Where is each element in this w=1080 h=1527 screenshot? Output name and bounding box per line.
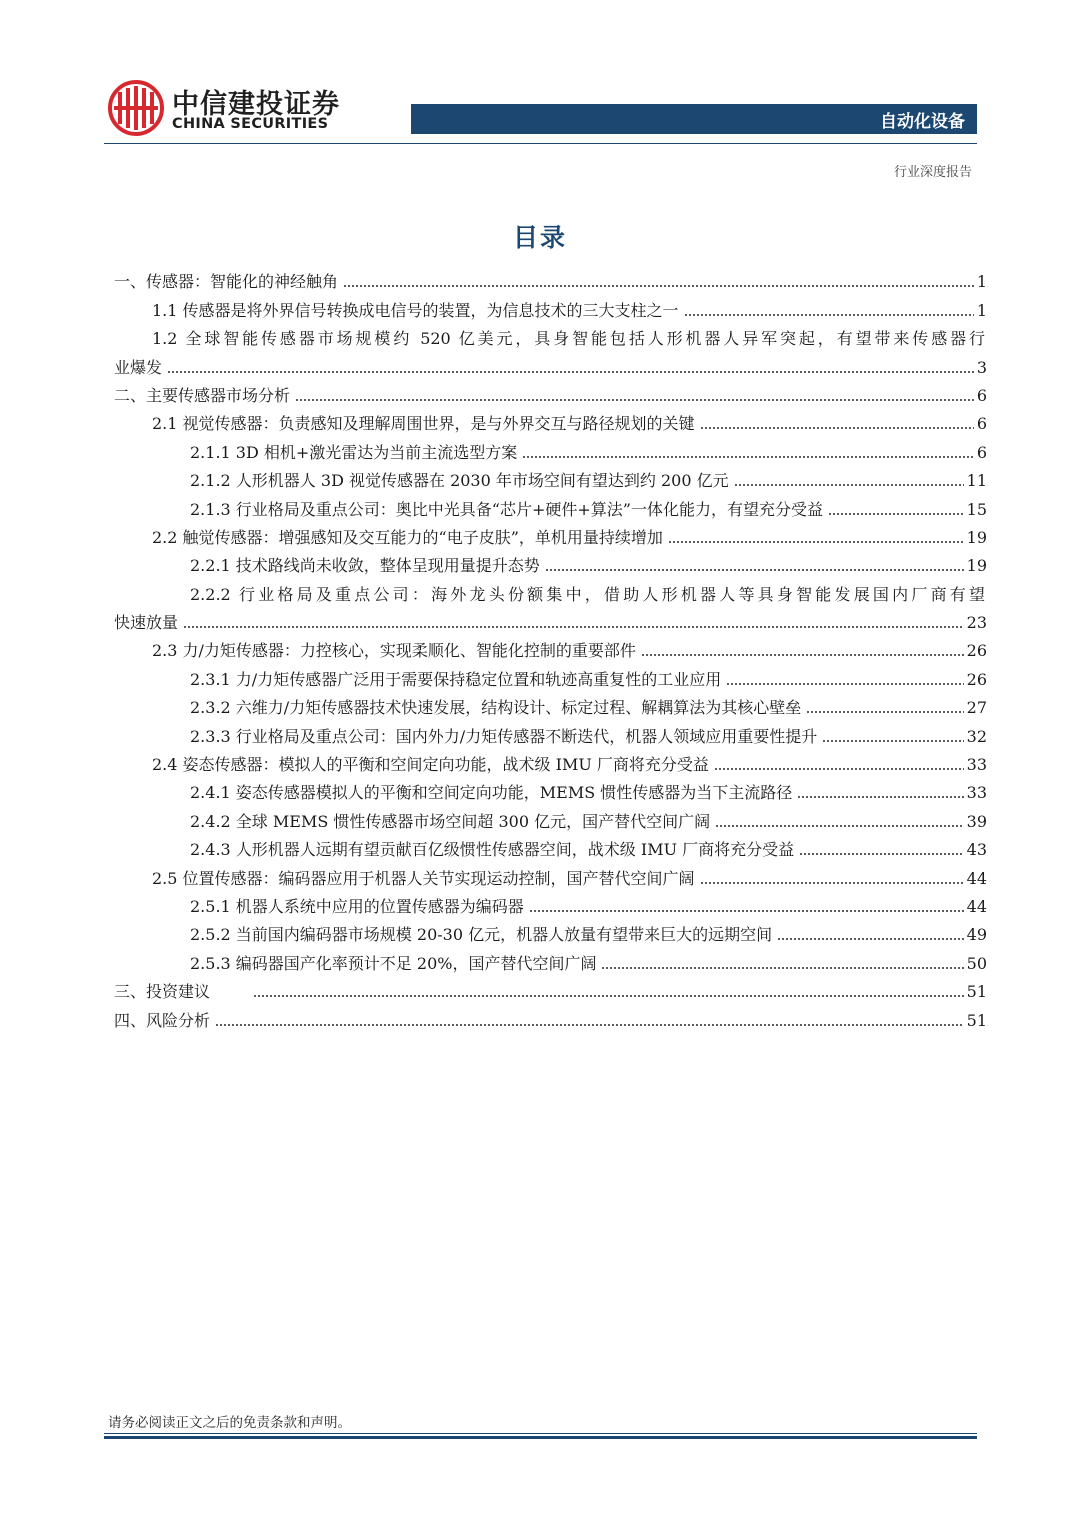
toc-entry[interactable] bbox=[114, 803, 987, 831]
toc-entry[interactable] bbox=[114, 321, 987, 349]
toc-leader-dots bbox=[343, 275, 974, 288]
toc-entry[interactable] bbox=[114, 548, 987, 576]
toc-entry-text: 2.3 力/力矩传感器：力控核心，实现柔顺化、智能化控制的重要部件 bbox=[152, 641, 636, 661]
toc-leader-dots bbox=[726, 673, 963, 686]
toc-leader-dots bbox=[545, 559, 964, 572]
toc-entry[interactable] bbox=[114, 406, 987, 434]
toc-leader-dots bbox=[253, 985, 964, 998]
toc-page-number: 33 bbox=[966, 755, 987, 775]
toc-entry[interactable] bbox=[114, 292, 987, 320]
toc-entry[interactable] bbox=[114, 690, 987, 718]
toc-entry[interactable] bbox=[114, 576, 987, 604]
table-of-contents bbox=[114, 264, 987, 1031]
toc-page-number: 3 bbox=[976, 357, 987, 377]
sector-label: 自动化设备 bbox=[880, 112, 965, 132]
toc-entry-text-continuation: 快速放量 bbox=[114, 613, 179, 633]
toc-entry-continuation[interactable] bbox=[114, 349, 987, 377]
toc-entry-text: 一、传感器：智能化的神经触角 bbox=[114, 272, 339, 292]
toc-entry-text: 2.5.2 当前国内编码器市场规模 20-30 亿元，机器人放量有望带来巨大的远期空间 bbox=[190, 925, 773, 945]
toc-entry[interactable] bbox=[114, 889, 987, 917]
toc-entry-text: 2.2.1 技术路线尚未收敛，整体呈现用量提升态势 bbox=[190, 556, 540, 576]
toc-entry-text: 1.1 传感器是将外界信号转换成电信号的装置，为信息技术的三大支柱之一 bbox=[152, 300, 679, 320]
toc-leader-dots bbox=[828, 503, 964, 516]
toc-entry[interactable] bbox=[114, 264, 987, 292]
toc-entry[interactable] bbox=[114, 775, 987, 803]
toc-page-number: 11 bbox=[966, 471, 987, 491]
toc-entry-continuation[interactable] bbox=[114, 605, 987, 633]
toc-leader-dots bbox=[641, 644, 964, 657]
toc-leader-dots bbox=[295, 389, 974, 402]
toc-page-number: 1 bbox=[976, 300, 987, 320]
report-type: 行业深度报告 bbox=[893, 165, 972, 180]
toc-entry[interactable] bbox=[114, 718, 987, 746]
toc-entry-text: 2.4 姿态传感器：模拟人的平衡和空间定向功能，战术级 IMU 厂商将充分受益 bbox=[152, 755, 709, 775]
toc-leader-dots bbox=[799, 843, 963, 856]
toc-leader-dots bbox=[777, 928, 964, 941]
toc-entry[interactable] bbox=[114, 463, 987, 491]
toc-entry-text: 四、风险分析 bbox=[114, 1010, 211, 1030]
toc-page-number: 39 bbox=[966, 811, 987, 831]
toc-leader-dots bbox=[601, 957, 963, 970]
toc-entry-text: 2.1.2 人形机器人 3D 视觉传感器在 2030 年市场空间有望达到约 200 亿元 bbox=[190, 471, 729, 491]
toc-entry-text: 三、投资建议 bbox=[114, 982, 211, 1002]
toc-entry-text: 2.5.1 机器人系统中应用的位置传感器为编码器 bbox=[190, 896, 524, 916]
toc-leader-dots bbox=[684, 304, 974, 317]
toc-entry-text: 2.3.2 六维力/力矩传感器技术快速发展，结构设计、标定过程、解耦算法为其核心壁垒 bbox=[190, 698, 802, 718]
toc-entry[interactable] bbox=[114, 860, 987, 888]
toc-page-number: 26 bbox=[966, 669, 987, 689]
toc-leader-dots bbox=[700, 872, 964, 885]
toc-leader-dots bbox=[215, 1014, 964, 1027]
toc-page-number: 32 bbox=[966, 726, 987, 746]
toc-page-number: 19 bbox=[966, 527, 987, 547]
toc-page-number: 6 bbox=[976, 442, 987, 462]
toc-entry-text: 2.4.3 人形机器人远期有望贡献百亿级惯性传感器空间，战术级 IMU 厂商将充分受益 bbox=[190, 840, 795, 860]
toc-leader-dots bbox=[806, 701, 963, 714]
toc-page-number: 15 bbox=[966, 499, 987, 519]
toc-entry[interactable] bbox=[114, 491, 987, 519]
footer-divider-thick bbox=[104, 1436, 977, 1439]
logo-english-name: CHINA SECURITIES bbox=[172, 116, 329, 132]
toc-entry-text: 2.1.1 3D 相机+激光雷达为当前主流选型方案 bbox=[190, 442, 518, 462]
toc-entry-text: 2.5 位置传感器：编码器应用于机器人关节实现运动控制，国产替代空间广阔 bbox=[152, 868, 695, 888]
toc-leader-dots bbox=[822, 730, 963, 743]
toc-page-number: 6 bbox=[976, 385, 987, 405]
toc-entry[interactable] bbox=[114, 378, 987, 406]
toc-leader-dots bbox=[183, 616, 964, 629]
toc-page-number: 26 bbox=[966, 641, 987, 661]
toc-page-number: 1 bbox=[976, 272, 987, 292]
toc-page-number: 27 bbox=[966, 698, 987, 718]
toc-entry[interactable] bbox=[114, 661, 987, 689]
toc-page-number: 50 bbox=[966, 953, 987, 973]
header-divider bbox=[104, 143, 977, 144]
logo-chinese-name: 中信建投证券 bbox=[172, 89, 340, 120]
toc-entry-text: 2.3.1 力/力矩传感器广泛用于需要保持稳定位置和轨迹高重复性的工业应用 bbox=[190, 669, 722, 689]
toc-leader-dots bbox=[167, 361, 974, 374]
toc-leader-dots bbox=[734, 474, 964, 487]
toc-entry[interactable] bbox=[114, 1002, 987, 1030]
toc-entry[interactable] bbox=[114, 633, 987, 661]
toc-entry[interactable] bbox=[114, 945, 987, 973]
toc-page-number: 44 bbox=[966, 868, 987, 888]
toc-entry-text: 二、主要传感器市场分析 bbox=[114, 385, 291, 405]
toc-page-number: 19 bbox=[966, 556, 987, 576]
toc-page-number: 43 bbox=[966, 840, 987, 860]
toc-leader-dots bbox=[797, 786, 963, 799]
toc-page-number: 6 bbox=[976, 414, 987, 434]
toc-leader-dots bbox=[714, 758, 964, 771]
toc-page-number: 44 bbox=[966, 896, 987, 916]
toc-entry-text-continuation: 业爆发 bbox=[114, 357, 163, 377]
toc-page-number: 49 bbox=[966, 925, 987, 945]
company-logo bbox=[108, 80, 348, 140]
toc-entry[interactable] bbox=[114, 974, 987, 1002]
toc-leader-dots bbox=[529, 900, 964, 913]
sector-banner bbox=[411, 104, 977, 134]
toc-entry[interactable] bbox=[114, 832, 987, 860]
toc-page-number: 23 bbox=[966, 613, 987, 633]
toc-leader-dots bbox=[715, 815, 964, 828]
toc-entry-text: 2.5.3 编码器国产化率预计不足 20%，国产替代空间广阔 bbox=[190, 953, 597, 973]
toc-entry[interactable] bbox=[114, 917, 987, 945]
toc-entry-text: 2.2.2 行业格局及重点公司：海外龙头份额集中，借助人形机器人等具身智能发展国内厂商有望 bbox=[190, 584, 985, 604]
toc-entry-text: 2.3.3 行业格局及重点公司：国内外力/力矩传感器不断迭代，机器人领域应用重要性提升 bbox=[190, 726, 818, 746]
toc-leader-dots bbox=[668, 531, 964, 544]
footer-divider bbox=[104, 1433, 977, 1434]
toc-entry-text: 2.4.1 姿态传感器模拟人的平衡和空间定向功能，MEMS 惯性传感器为当下主流路径 bbox=[190, 783, 793, 803]
toc-leader-dots bbox=[522, 446, 974, 459]
toc-entry-text: 2.1.3 行业格局及重点公司：奥比中光具备“芯片+硬件+算法”一体化能力，有望充分受益 bbox=[190, 499, 823, 519]
toc-page-number: 51 bbox=[966, 1010, 987, 1030]
toc-entry-text: 1.2 全球智能传感器市场规模约 520 亿美元，具身智能包括人形机器人异军突起，有望带来传感器行 bbox=[152, 329, 985, 349]
toc-entry-text: 2.2 触觉传感器：增强感知及交互能力的“电子皮肤”，单机用量持续增加 bbox=[152, 527, 663, 547]
toc-entry[interactable] bbox=[114, 434, 987, 462]
toc-entry-text: 2.1 视觉传感器：负责感知及理解周围世界，是与外界交互与路径规划的关键 bbox=[152, 414, 695, 434]
toc-leader-dots bbox=[700, 417, 974, 430]
toc-title: 目录 bbox=[512, 223, 567, 252]
toc-entry-text: 2.4.2 全球 MEMS 惯性传感器市场空间超 300 亿元，国产替代空间广阔 bbox=[190, 811, 711, 831]
toc-page-number: 33 bbox=[966, 783, 987, 803]
footer-disclaimer: 请务必阅读正文之后的免责条款和声明。 bbox=[108, 1415, 351, 1431]
toc-entry[interactable] bbox=[114, 520, 987, 548]
china-securities-logo-icon bbox=[108, 80, 164, 136]
toc-page-number: 51 bbox=[966, 982, 987, 1002]
toc-entry[interactable] bbox=[114, 747, 987, 775]
